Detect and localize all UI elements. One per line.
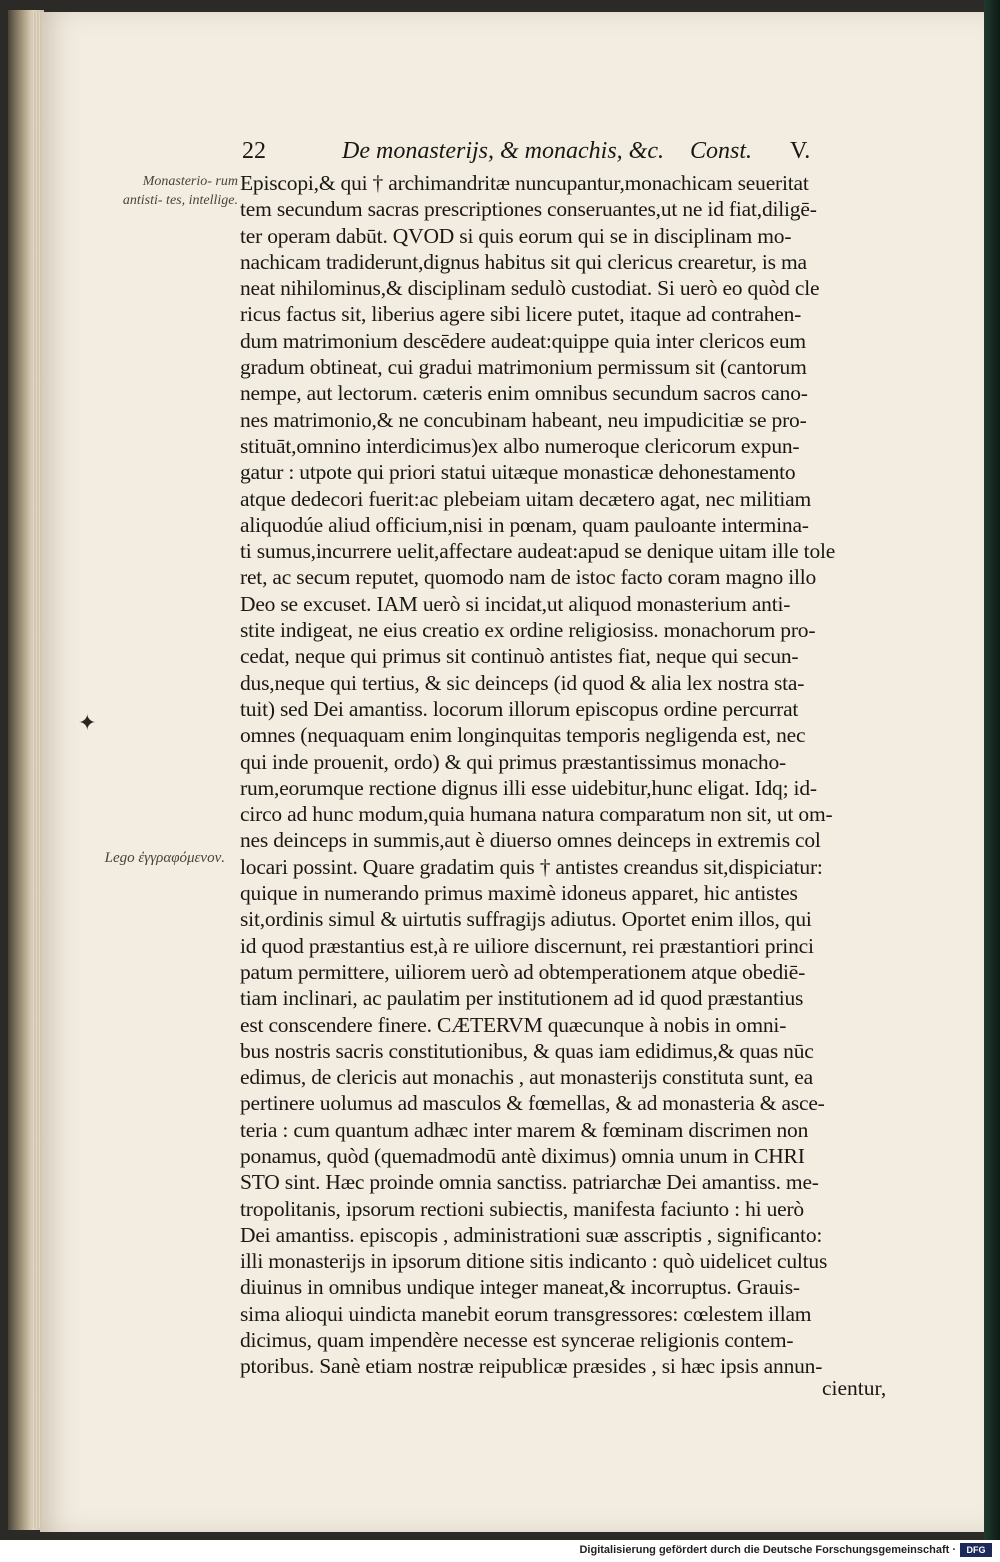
text-line: cedat, neque qui primus sit continuò antistes fiat, neque qui secun- [240,644,799,669]
running-header [242,138,822,172]
text-line: dum matrimonium descēdere audeat:quippe quia inter clericos eum [240,328,806,353]
text-line: diuinus in omnibus undique integer maneat,& incorruptus. Grauis- [240,1275,800,1300]
running-title: De monasterijs, & monachis, &c. [342,138,664,164]
text-line: ret, ac secum reputet, quomodo nam de istoc facto coram magno illo [240,565,817,590]
text-line: STO sint. Hæc proinde omnia sanctiss. patriarchæ Dei amantiss. me- [240,1170,819,1195]
text-line: nachicam tradiderunt,dignus habitus sit qui clericus crearetur, is ma [240,249,807,274]
text-line: patum permittere, uiliorem uerò ad obtemperationem atque obediē- [240,959,806,984]
text-line: tiam inclinari, ac paulatim per institutionem ad id quod præstantius [240,986,804,1011]
section-number: V. [790,138,811,164]
text-line: qui inde prouenit, ordo) & qui primus præstantissimus monacho- [240,749,786,774]
footer-bar [0,1540,1000,1562]
text-line: aliquodúe aliud officium,nisi in pœnam, quam pauloante intermina- [240,512,809,537]
text-line: stite indigeat, ne eius creatio ex ordine religiosiss. monachorum pro- [240,618,816,643]
text-line: ricus factus sit, liberius agere sibi licere putet, itaque ad contrahen- [240,302,802,327]
text-line: nes deinceps in summis,aut è diuerso omnes deinceps in extremis col [240,828,821,853]
dfg-logo: DFG [960,1543,992,1557]
text-line: est conscendere finere. CÆTERVM quæcunque à nobis in omni- [240,1012,787,1037]
page-stack-edge [32,12,42,1528]
text-line: locari possint. Quare gradatim quis † antistes creandus sit,dispiciatur: [240,854,823,879]
page-number: 22 [242,138,266,164]
text-line: Dei amantiss. episcopis , administrationi suæ asscriptis , significanto: [240,1222,823,1247]
text-line: gradum obtineat, cui gradui matrimonium permissum sit (cantorum [240,355,807,380]
text-line: ptoribus. Sanè etiam nostræ reipublicæ præsides , si hæc ipsis annun- [240,1354,823,1379]
section-label: Const. [690,138,753,164]
text-line: tropolitanis, ipsorum rectioni subiectis, manifesta faciunto : hi uerò [240,1196,804,1221]
text-line: quique in numerando primus maximè idoneus apparet, hic antistes [240,881,798,906]
text-line: rum,eorumque rectione dignus illi esse uidebitur,hunc eligat. Idq; id- [240,775,817,800]
text-line: omnes (nequaquam enim longinquitas temporis negligenda est, nec [240,723,806,748]
text-line: sit,ordinis simul & uirtutis suffragijs adiutus. Oportet enim illos, qui [240,907,812,932]
text-line: id quod præstantius est,à re uiliore discernunt, rei præstantiori princi [240,933,814,958]
text-line: neat nihilominus,& disciplinam sedulò custodiat. Si uerò eo quòd cle [240,276,820,301]
text-line: teria : cum quantum adhæc inter marem & fœminam discrimen non [240,1117,809,1142]
text-line: Deo se excuset. IAM uerò si incidat,ut aliquod monasterium anti- [240,591,791,616]
text-line: tuit) sed Dei amantiss. locorum illorum episcopus ordine percurrat [240,696,799,721]
text-line: circo ad hunc modum,quia humana natura comparatum non sit, ut om- [240,802,833,827]
text-line: nempe, aut lectorum. cæteris enim omnibus secundum sacros cano- [240,381,808,406]
funding-credit: Digitalisierung gefördert durch die Deutsche Forschungsgemeinschaft · [579,1544,956,1556]
text-line: dicimus, quam impendère necesse est syncerae religionis contem- [240,1328,794,1353]
text-line: Episcopi,& qui † archimandritæ nuncupantur,monachicam seueritat [240,171,809,195]
text-line: nes matrimonio,& ne concubinam habeant, neu impudicitiæ se pro- [240,407,807,432]
margin-note-monasteriorum: Monasterio- rum antisti- tes, intellige. [122,174,238,208]
scan-right-border [984,0,1000,1540]
text-line: bus nostris sacris constitutionibus, & quas iam edidimus,& quas nūc [240,1038,814,1063]
text-line: ter operam dabūt. QVOD si quis eorum qui se in disciplinam mo- [240,223,792,248]
text-line: pertinere uolumus ad masculos & fœmellas, & ad monasteria & asce- [240,1091,825,1116]
body-text [240,170,922,1380]
text-line: illi monasterijs in ipsorum ditione sitis indicanto : quò uidelicet cultus [240,1249,828,1274]
text-line: dus,neque qui tertius, & sic deinceps (id quod & alia lex nostra sta- [240,670,805,695]
catchword: cientur, [822,1376,887,1400]
text-line: tem secundum sacras prescriptiones conseruantes,ut ne id fiat,diligē- [240,197,817,222]
text-line: edimus, de clericis aut monachis , aut monasterijs constituta sunt, ea [240,1065,813,1090]
text-line: stituāt,omnino interdicimus)ex albo numeroque clericorum expun- [240,433,800,458]
text-line: sima alioqui uindicta manebit eorum transgressores: cœlestem illam [240,1301,812,1326]
margin-asterisk: ✦ [78,710,97,735]
text-line: gatur : utpote qui priori statui uitæque monasticæ dehonestamento [240,460,796,485]
text-line: atque dedecori fuerit:ac plebeiam uitam decætero agat, nec militiam [240,486,812,511]
text-line: ti sumus,incurrere uelit,affectare audeat:apud se denique uitam ille tole [240,539,836,564]
margin-note-lego: Lego ἐγγραφόμενον. [104,850,225,866]
text-line: ponamus, quòd (quemadmodū antè diximus) omnia unum in CHRI [240,1143,805,1168]
